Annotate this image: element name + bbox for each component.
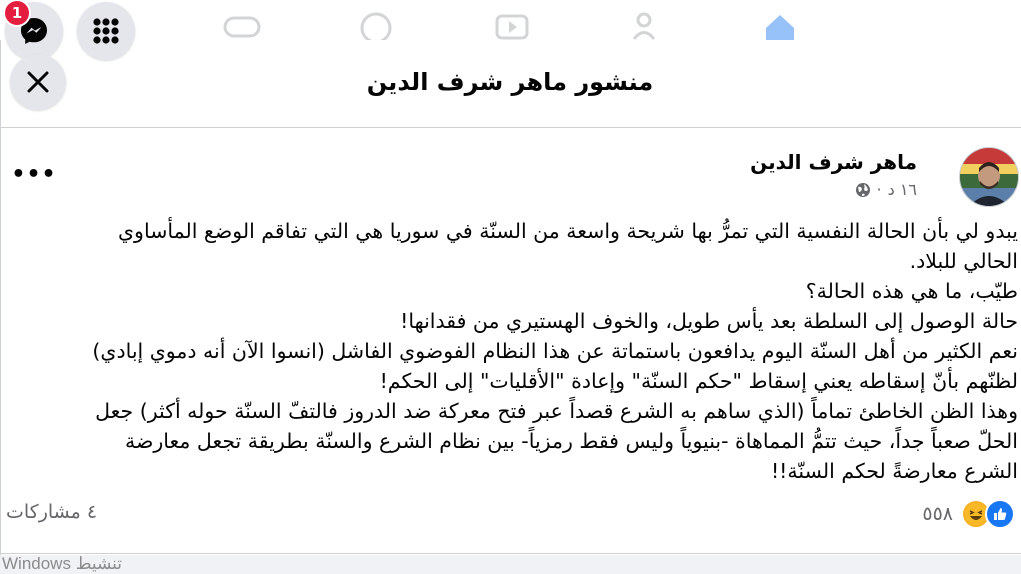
post-line: وهذا الظن الخاطئ تماماً (الذي ساهم به الشرع قصداً عبر فتح معركة ضد الدروز فالتفّ السنّة حوله أكثر) جعل [95,399,1018,423]
home-icon[interactable] [762,12,798,40]
author-avatar[interactable] [959,147,1019,207]
gaming-icon[interactable] [222,10,262,40]
close-icon [26,70,50,94]
post-time[interactable]: ١٦ د [887,180,917,199]
meta-separator: · [876,180,882,199]
menu-button[interactable] [77,2,135,60]
post-line: يبدو لي بأن الحالة النفسية التي تمرُّ بها شريحة واسعة من السنّة في سوريا هي التي تفاقم الوضع المأساوي [118,219,1018,243]
like-icon [985,499,1015,529]
post-line: الحلّ صعباً جداً، حيث تتمُّ المماهاة -بنيوياً وليس فقط رمزياً- بين نظام الشرع والسنّة بطريقة تجعل معارضة [124,429,1018,453]
post-line: الشرع معارضةً لحكم السنّة!! [770,459,1018,483]
reactions-count[interactable]: ٥٥٨ [922,503,953,525]
dialog-title: منشور ماهر شرف الدين [366,68,654,96]
post-text [16,216,1018,486]
notification-badge: 1 [3,0,31,27]
top-navigation [0,0,1021,40]
post-footer [0,497,1021,533]
shares-count[interactable]: ٤ مشاركات [6,501,98,523]
more-options-button[interactable]: ••• [11,161,57,187]
watch-icon[interactable] [494,10,530,40]
messenger-button[interactable] [5,2,63,60]
footer-divider [0,553,1021,554]
globe-icon[interactable] [855,182,871,198]
grid-menu-icon [91,16,121,46]
post-line: نعم الكثير من أهل السنّة اليوم يدافعون باستماتة عن هذا النظام الفوضوي الفاشل (انسوا الآن أنه دموي إبادي) [92,339,1018,363]
avatar-photo [960,148,1018,206]
author-name[interactable]: ماهر شرف الدين [750,150,917,174]
post-line: الحالي للبلاد. [909,249,1018,273]
post-line: طيّب، ما هي هذه الحالة؟ [805,279,1018,303]
groups-icon[interactable] [358,10,394,40]
post-line: حالة الوصول إلى السلطة بعد يأس طويل، والخوف الهستيري من فقدانها! [400,309,1018,333]
friends-icon[interactable] [630,10,666,40]
post-line: لظنّهم بأنّ إسقاطه يعني إسقاط "حكم السنّة" وإعادة "الأقليات" إلى الحكم! [379,369,1018,393]
header-divider [0,127,1021,128]
windows-activation-watermark: Windows تنشيط [2,554,122,573]
reactions-summary[interactable] [922,499,1015,529]
post-meta [855,180,918,199]
close-button[interactable] [10,54,66,110]
